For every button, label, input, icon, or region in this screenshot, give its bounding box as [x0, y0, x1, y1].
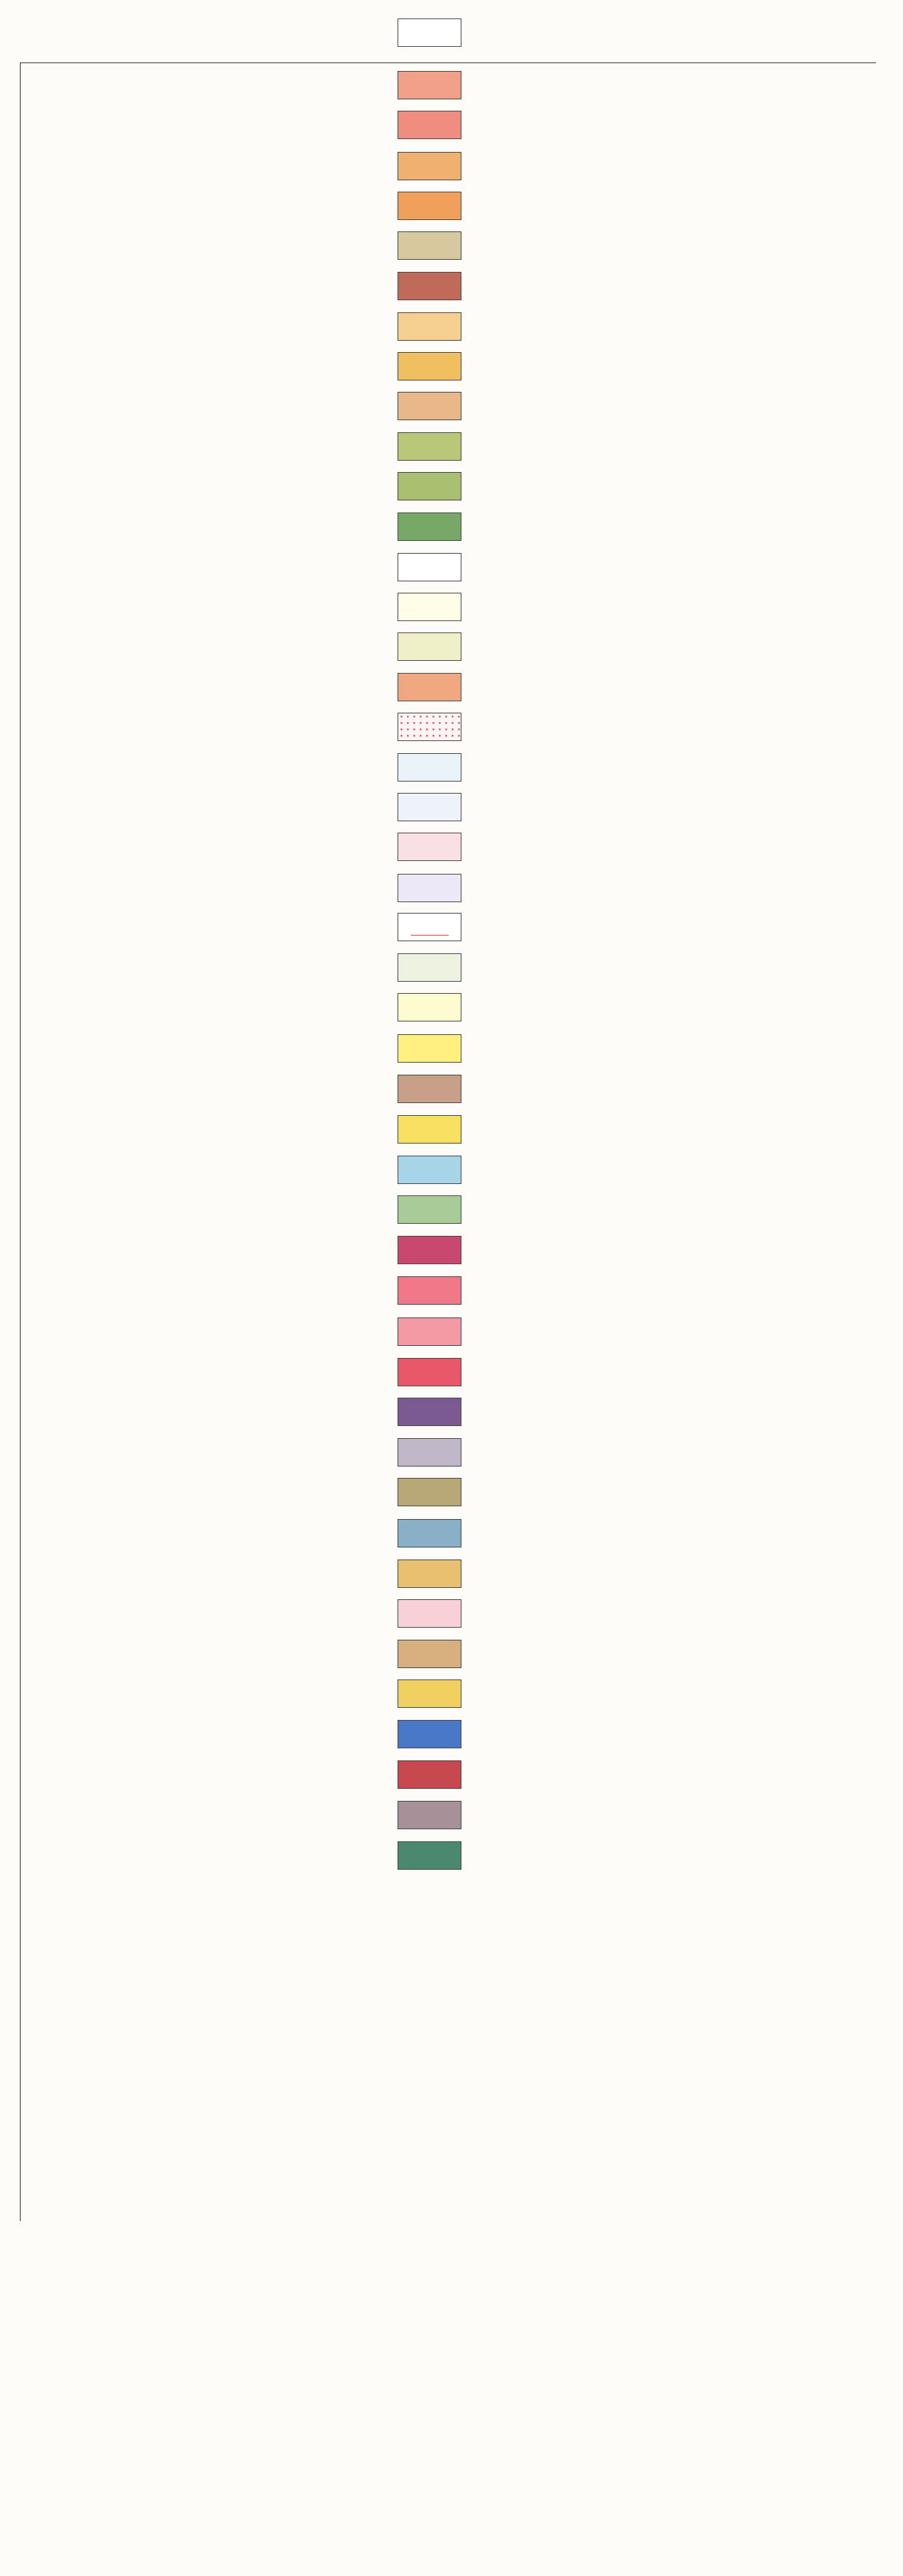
unit-symbol-c: [398, 632, 461, 661]
unit-symbol-Ef: [398, 192, 461, 220]
unit-symbol-cp: [398, 1398, 461, 1426]
unit-symbol-Eg: [398, 513, 461, 541]
unit-symbol-p: [398, 913, 461, 941]
unit-symbol-Hi: [398, 1599, 461, 1628]
unit-symbol-En: [398, 352, 461, 380]
unit-symbol-Sz: [398, 593, 461, 621]
unit-symbol-Ek: [398, 392, 461, 420]
unit-symbol-Hx: [398, 1801, 461, 1829]
unit-symbol-M: [398, 1034, 461, 1063]
unit-symbol-Kp: [398, 673, 461, 701]
unit-symbol-Ks: [398, 1115, 461, 1144]
unit-symbol-Eh: [398, 231, 461, 260]
unit-symbol-T: [398, 833, 461, 861]
unit-symbol-Nx: [398, 1438, 461, 1467]
unit-symbol-Esc: [398, 71, 461, 99]
unit-symbol-G3: [398, 1276, 461, 1305]
unit-symbol-G2: [398, 1317, 461, 1346]
unit-symbol-Eb: [398, 472, 461, 500]
unit-symbol-Hm: [398, 1720, 461, 1748]
reclaimed-symbol: [398, 18, 461, 47]
unit-symbol-Et: [398, 432, 461, 461]
unit-symbol-G1: [398, 1358, 461, 1386]
unit-symbol-Hc: [398, 1478, 461, 1506]
unit-symbol-f: [398, 713, 461, 741]
unit-symbol-s1: [398, 793, 461, 821]
unit-symbol-tl: [398, 753, 461, 782]
unit-symbol-Tb: [398, 953, 461, 982]
unit-symbol-Efc: [398, 152, 461, 180]
unit-symbol-Km: [398, 1156, 461, 1184]
unit-symbol-a: [398, 553, 461, 581]
unit-symbol-Hb: [398, 1841, 461, 1870]
unit-symbol-Ab: [398, 993, 461, 1021]
unit-symbol-Hs: [398, 1679, 461, 1708]
unit-symbol-Hn: [398, 1519, 461, 1547]
unit-symbol-Kc: [398, 1195, 461, 1224]
unit-symbol-H: [398, 874, 461, 902]
unit-symbol-Th: [398, 1075, 461, 1103]
unit-symbol-He: [398, 1560, 461, 1588]
unit-symbol-Es: [398, 111, 461, 139]
unit-symbol-Ha: [398, 1640, 461, 1668]
unit-symbol-Enc: [398, 312, 461, 341]
unit-symbol-Hr: [398, 1760, 461, 1789]
unit-symbol-Eo: [398, 272, 461, 300]
unit-symbol-Qp: [398, 1236, 461, 1264]
